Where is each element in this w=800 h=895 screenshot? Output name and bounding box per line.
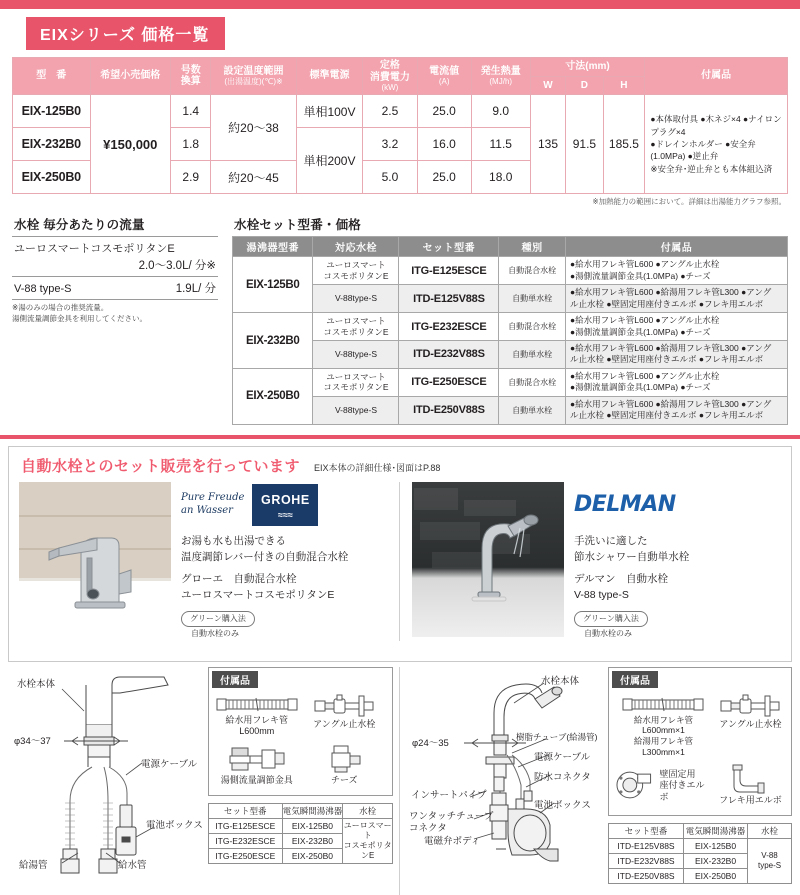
faucet-set-block xyxy=(232,215,788,425)
promo-title: 自動水栓とのセット販売を行っています xyxy=(21,457,301,475)
label-resin-tube: 樹脂チューブ(給湯管) xyxy=(516,731,598,742)
cell-set-model: ITD-E250V88S xyxy=(609,868,684,883)
cell-heater-model: EIX-250B0 xyxy=(233,368,313,424)
cell-type: 自動単水栓 xyxy=(499,341,566,369)
col-watt-line2: 消費電力 xyxy=(369,71,410,83)
cell-dim-h: 185.5 xyxy=(603,95,645,194)
grohe-logo xyxy=(252,484,318,526)
accessory-caption-1: アングル止水栓 xyxy=(313,718,376,729)
label-battery-box: 電池ボックス xyxy=(534,799,591,811)
cell-heater-model: EIX-125B0 xyxy=(233,257,313,313)
faucet-line1: ユーロスマート xyxy=(326,371,386,382)
cell-heater-model: EIX-232B0 xyxy=(233,313,313,369)
col-power: 標準電源 xyxy=(296,58,363,95)
label-diameter: φ24～35 xyxy=(412,737,449,749)
acc-line1: ●給水用フレキ管L600 ●給湯用フレキ管L300 ●アング xyxy=(569,398,772,409)
col-set-model: セット型番 xyxy=(399,237,499,257)
grohe-green-badge-wrap xyxy=(181,611,389,641)
col-gou-line1: 号数 xyxy=(180,64,201,76)
col-temp-line1: 設定温度範囲 xyxy=(223,65,284,77)
col-temp-range xyxy=(211,58,296,95)
flow-row xyxy=(12,276,218,300)
accessory-caption-1: 給水用フレキ管 L600mm×1 xyxy=(633,714,694,736)
wave-icon: ≈≈≈ xyxy=(278,510,293,521)
col-dimensions: 寸法(mm) xyxy=(530,58,645,77)
faucet-line2: type-S xyxy=(757,860,782,870)
accessory-item xyxy=(714,691,787,762)
cell-heat: 18.0 xyxy=(471,161,530,194)
accessory-caption-1: チーズ xyxy=(330,775,358,786)
promo-reference: EIX本体の詳細仕様･図面はP.88 xyxy=(314,462,441,473)
col-dim-h: H xyxy=(603,76,645,95)
accessory-item xyxy=(613,761,714,810)
accessory-caption-2: 座付きエルボ xyxy=(659,780,705,802)
delman-name-line1: デルマン 自動水栓 xyxy=(574,573,668,586)
delman-logo: DELMAN xyxy=(574,491,676,517)
price-table xyxy=(12,57,788,194)
flow-footnote xyxy=(12,303,218,324)
col-set-model: セット型番 xyxy=(609,823,684,838)
cell-set-model: ITG-E232ESCE xyxy=(399,313,499,341)
cell-set-model: ITG-E125ESCE xyxy=(399,257,499,285)
label-faucet-body: 水栓本体 xyxy=(541,675,580,687)
grohe-description xyxy=(181,534,389,566)
cell-watt: 2.5 xyxy=(363,95,417,128)
cell-heater: EIX-250B0 xyxy=(684,868,748,883)
label-diameter: φ34～37 xyxy=(14,735,51,747)
col-heat xyxy=(471,58,530,95)
col-set-accessories: 付属品 xyxy=(565,237,787,257)
col-watt-line1: 定格 xyxy=(379,60,400,71)
cell-type: 自動単水栓 xyxy=(499,396,566,424)
cell-set-model: ITD-E250V88S xyxy=(399,396,499,424)
col-watt-line3: (kW) xyxy=(381,83,399,92)
cell-model: EIX-125B0 xyxy=(13,95,91,128)
table-row xyxy=(13,95,788,128)
flex-elbow-icon xyxy=(730,764,770,794)
diagram-delman xyxy=(400,667,792,895)
flow-adjust-fitting-icon xyxy=(226,744,288,774)
cell-type: 自動混合水栓 xyxy=(499,368,566,396)
cell-watt: 3.2 xyxy=(363,128,417,161)
flow-row xyxy=(12,236,218,276)
cell-model: EIX-232B0 xyxy=(13,128,91,161)
accessory-grid xyxy=(609,689,791,811)
grohe-tagline-line1: Pure Freude xyxy=(181,492,245,504)
model-table-header-row xyxy=(209,803,393,818)
accessory-item xyxy=(301,741,389,790)
cell-amp: 25.0 xyxy=(417,95,471,128)
grohe-name-line1: グローエ 自動混合水栓 xyxy=(181,573,297,586)
promo-grohe xyxy=(19,482,400,641)
accessory-line-3: ※安全弁･逆止弁とも本体組込済 xyxy=(650,163,773,174)
cell-watt: 5.0 xyxy=(363,161,417,194)
acc-line2: ル止水栓 ●壁固定用座付きエルボ ●フレキ用エルボ xyxy=(569,298,764,309)
cell-faucet xyxy=(748,838,792,883)
acc-line2: ●湯側流量調節金具(1.0MPa) ●チーズ xyxy=(569,382,711,393)
grohe-text xyxy=(181,482,389,641)
accessory-caption-2: L600mm xyxy=(239,726,275,737)
delman-desc-line1: 手洗いに適した xyxy=(574,534,648,547)
col-watt xyxy=(363,58,417,95)
delman-brand-row xyxy=(574,482,781,528)
cell-set-model: ITG-E125ESCE xyxy=(209,818,283,833)
col-temp-line2: (出湯温度)(℃)※ xyxy=(224,77,283,87)
angle-stop-valve-icon xyxy=(313,694,375,718)
label-faucet-body: 水栓本体 xyxy=(17,678,56,690)
cell-heater: EIX-232B0 xyxy=(684,853,748,868)
grohe-logo-text: GROHE xyxy=(261,492,310,507)
col-heater: 電気瞬間湯沸器 xyxy=(684,823,748,838)
faucet-line2: コスモポリタンE xyxy=(323,270,389,281)
accessory-item xyxy=(213,741,301,790)
cell-accessories xyxy=(565,257,787,285)
accessory-box-title: 付属品 xyxy=(612,671,658,688)
grohe-model-table xyxy=(208,803,393,864)
col-amp xyxy=(417,58,471,95)
cell-model: EIX-250B0 xyxy=(13,161,91,194)
cell-heater: EIX-232B0 xyxy=(282,833,343,848)
table-row xyxy=(233,396,788,424)
grohe-product-name xyxy=(181,572,389,604)
cell-heat: 9.0 xyxy=(471,95,530,128)
grohe-tagline xyxy=(181,492,244,517)
cell-accessories xyxy=(565,368,787,396)
cell-faucet xyxy=(313,313,399,341)
flex-hose-icon xyxy=(216,694,298,714)
cell-faucet xyxy=(313,257,399,285)
accessory-caption-1: アングル止水栓 xyxy=(719,718,782,729)
acc-line2: ル止水栓 ●壁固定用座付きエルボ ●フレキ用エルボ xyxy=(569,410,764,421)
acc-line1: ●給水用フレキ管L600 ●アングル止水栓 xyxy=(569,259,720,270)
cell-accessories xyxy=(565,313,787,341)
acc-line2: ル止水栓 ●壁固定用座付きエルボ ●フレキ用エルボ xyxy=(569,354,764,365)
cell-faucet xyxy=(343,818,393,863)
delman-model-table xyxy=(608,823,792,884)
wall-mount-elbow-icon xyxy=(614,770,654,800)
delman-diagram-figure xyxy=(408,667,608,895)
col-heat-line2: (MJ/h) xyxy=(489,77,513,87)
cell-heat: 11.5 xyxy=(471,128,530,161)
flex-hose-icon xyxy=(622,694,704,714)
cell-amp: 16.0 xyxy=(417,128,471,161)
label-power-cable: 電源ケーブル xyxy=(141,758,198,770)
grohe-desc-line1: お湯も水も出湯できる xyxy=(181,534,286,547)
acc-line1: ●給水用フレキ管L600 ●アングル止水栓 xyxy=(569,370,720,381)
flow-rate-table xyxy=(12,236,218,300)
col-gou xyxy=(171,58,211,95)
flow-footnote-line2: 湯側流量調節金具を利用してください。 xyxy=(12,313,147,323)
cell-faucet: V-88type-S xyxy=(313,396,399,424)
col-price: 希望小売価格 xyxy=(90,58,171,95)
cell-faucet xyxy=(313,368,399,396)
label-insert-pipe: インサートパイプ xyxy=(411,789,487,801)
col-gou-line2: 換算 xyxy=(180,76,201,88)
status-badge: グリーン購入法 xyxy=(574,611,648,627)
promo-section xyxy=(8,446,792,662)
acc-line1: ●給水用フレキ管L600 ●給湯用フレキ管L300 ●アング xyxy=(569,343,772,353)
acc-line1: ●給水用フレキ管L600 ●給湯用フレキ管L300 ●アング xyxy=(569,287,772,298)
accessory-box-title: 付属品 xyxy=(212,671,258,688)
label-onetouch-connector-line2: コネクタ xyxy=(409,822,447,834)
promo-delman xyxy=(400,482,781,641)
col-amp-line1: 電流値 xyxy=(429,65,460,77)
cell-faucet: V-88type-S xyxy=(313,341,399,369)
faucet-line2: コスモポリタンE xyxy=(323,326,389,337)
cell-accessories xyxy=(565,341,787,369)
cell-heater: EIX-125B0 xyxy=(282,818,343,833)
acc-line2: ●湯側流量調節金具(1.0MPa) ●チーズ xyxy=(569,270,711,281)
col-heater: 電気瞬間湯沸器 xyxy=(282,803,343,818)
flow-value: 2.0～3.0L/ 分※ xyxy=(138,260,216,273)
cell-dim-w: 135 xyxy=(530,95,566,194)
accessory-caption-1: 壁固定用 xyxy=(659,769,696,780)
cell-price: ¥150,000 xyxy=(90,95,171,194)
faucet-line1: ユーロスマート xyxy=(326,315,386,326)
cell-heater: EIX-125B0 xyxy=(684,838,748,853)
faucet-line2: コスモポリタンE xyxy=(323,382,389,393)
table-row xyxy=(209,818,393,833)
table-row xyxy=(609,838,792,853)
label-waterproof-connector: 防水コネクタ xyxy=(534,771,591,783)
label-battery-box: 電池ボックス xyxy=(146,819,203,831)
cell-accessories xyxy=(565,396,787,424)
cell-gou: 1.4 xyxy=(171,95,211,128)
faucet-set-table xyxy=(232,236,788,425)
cell-set-model: ITG-E250ESCE xyxy=(209,848,283,863)
grohe-faucet-photo xyxy=(19,482,171,637)
delman-green-sub: 自動水栓のみ xyxy=(584,629,632,639)
cell-heater: EIX-250B0 xyxy=(282,848,343,863)
flow-value: 1.9L/ 分 xyxy=(175,283,216,296)
cell-set-model: ITD-E232V88S xyxy=(399,341,499,369)
cell-type: 自動混合水栓 xyxy=(499,257,566,285)
promo-body xyxy=(19,482,781,641)
col-set-model: セット型番 xyxy=(209,803,283,818)
accessory-line-1: ●本体取付具 ●木ネジ×4 ●ナイロンプラグ×4 xyxy=(650,114,782,137)
grohe-side-column xyxy=(208,667,393,895)
delman-green-badge-wrap xyxy=(574,611,781,641)
accessory-item xyxy=(714,761,787,810)
grohe-tagline-line2: an Wasser xyxy=(181,504,233,516)
faucet-line1: ユーロスマート xyxy=(343,820,392,840)
price-table-footnote: ※加熱能力の範囲において。詳細は出湯能力グラフ参照。 xyxy=(592,197,786,207)
grohe-diagram-figure xyxy=(8,667,208,895)
accessory-caption-2: 給湯用フレキ管 L300mm×1 xyxy=(633,736,694,757)
grohe-desc-line2: 温度調節レバー付きの自動混合水栓 xyxy=(181,550,349,563)
accessory-caption-1: フレキ用エルボ xyxy=(719,795,782,806)
faucet-line2: コスモポリタンE xyxy=(343,840,392,860)
cell-faucet: V-88type-S xyxy=(313,285,399,313)
delman-product-name xyxy=(574,572,781,604)
faucet-set-title: 水栓セット型番・価格 xyxy=(234,218,362,233)
flow-name: ユーロスマートコスモポリタンE xyxy=(14,243,175,256)
flow-name: V-88 type-S xyxy=(14,283,72,296)
cell-gou: 1.8 xyxy=(171,128,211,161)
col-dim-w: W xyxy=(530,76,566,95)
label-power-cable: 電源ケーブル xyxy=(534,751,591,763)
cell-set-model: ITG-E232ESCE xyxy=(209,833,283,848)
angle-stop-valve-icon xyxy=(719,694,781,718)
col-heat-line1: 発生熱量 xyxy=(480,65,521,77)
accessory-item xyxy=(213,691,301,742)
price-list-section xyxy=(0,9,800,207)
col-model: 型 番 xyxy=(13,58,91,95)
col-faucet: 水栓 xyxy=(748,823,792,838)
cell-type: 自動混合水栓 xyxy=(499,313,566,341)
flow-footnote-line1: ※湯のみの場合の推奨流量。 xyxy=(12,303,109,313)
table-row xyxy=(233,368,788,396)
col-amp-line2: (A) xyxy=(438,77,450,87)
promo-header xyxy=(21,455,781,476)
delman-side-column xyxy=(608,667,792,895)
grohe-green-sub: 自動水栓のみ xyxy=(191,629,239,639)
flow-and-set-section xyxy=(0,207,800,425)
cell-amp: 25.0 xyxy=(417,161,471,194)
grohe-accessory-box xyxy=(208,667,393,796)
grohe-brand-row xyxy=(181,482,389,528)
cell-accessories xyxy=(645,95,788,194)
cell-power: 単相100V xyxy=(296,95,363,128)
tee-joint-icon xyxy=(324,744,364,774)
model-table-header-row xyxy=(609,823,792,838)
delman-description xyxy=(574,534,781,566)
cell-set-model: ITD-E125V88S xyxy=(399,285,499,313)
accessory-line-2: ●ドレインホルダー ●安全弁(1.0MPa) ●逆止弁 xyxy=(650,139,756,162)
cell-gou: 2.9 xyxy=(171,161,211,194)
delman-desc-line2: 節水シャワー自動単水栓 xyxy=(574,550,690,563)
page-title: EIXシリーズ 価格一覧 xyxy=(26,17,225,50)
faucet-line1: V-88 xyxy=(761,850,778,860)
table-row xyxy=(233,341,788,369)
label-onetouch-connector-line1: ワンタッチチューブ xyxy=(409,810,494,822)
cell-set-model: ITD-E232V88S xyxy=(609,853,684,868)
table-row xyxy=(233,313,788,341)
price-table-header-row xyxy=(13,58,788,77)
acc-line1: ●給水用フレキ管L600 ●アングル止水栓 xyxy=(569,315,720,326)
accessory-item xyxy=(301,691,389,742)
status-badge: グリーン購入法 xyxy=(181,611,255,627)
delman-accessory-box xyxy=(608,667,792,816)
faucet-set-header-row xyxy=(233,237,788,257)
cell-power: 単相200V xyxy=(296,128,363,194)
col-heater-model: 湯沸器型番 xyxy=(233,237,313,257)
faucet-line1: ユーロスマート xyxy=(326,260,386,271)
label-solenoid-valve-body: 電磁弁ボディ xyxy=(424,835,481,847)
accessory-grid xyxy=(209,689,392,791)
col-dim-d: D xyxy=(566,76,603,95)
label-cold-water-pipe: 給水管 xyxy=(118,859,147,871)
accessory-caption-1: 給水用フレキ管 xyxy=(225,714,289,725)
delman-faucet-photo xyxy=(412,482,564,637)
table-row xyxy=(233,257,788,285)
flow-rate-title: 水栓 毎分あたりの流量 xyxy=(14,218,145,233)
col-type: 種別 xyxy=(499,237,566,257)
accessory-item xyxy=(613,691,714,762)
cell-set-model: ITD-E125V88S xyxy=(609,838,684,853)
delman-name-line2: V-88 type-S xyxy=(574,589,629,602)
accessory-caption-1: 湯側流量調節金具 xyxy=(220,775,293,786)
cell-accessories xyxy=(565,285,787,313)
section-divider xyxy=(0,435,800,439)
cell-type: 自動単水栓 xyxy=(499,285,566,313)
diagram-grohe xyxy=(8,667,400,895)
diagram-section xyxy=(8,667,792,895)
acc-line2: ●湯側流量調節金具(1.0MPa) ●チーズ xyxy=(569,326,711,337)
top-accent-bar xyxy=(0,0,800,9)
cell-temp: 約20～38 xyxy=(211,95,296,161)
table-row xyxy=(233,285,788,313)
cell-set-model: ITG-E250ESCE xyxy=(399,368,499,396)
col-compatible-faucet: 対応水栓 xyxy=(313,237,399,257)
col-accessories: 付属品 xyxy=(645,58,788,95)
delman-text xyxy=(574,482,781,641)
col-faucet: 水栓 xyxy=(343,803,393,818)
cell-dim-d: 91.5 xyxy=(566,95,603,194)
grohe-name-line2: ユーロスマートコスモポリタンE xyxy=(181,589,335,602)
flow-rate-block xyxy=(12,215,218,425)
label-hot-water-pipe: 給湯管 xyxy=(19,859,48,871)
cell-temp: 約20～45 xyxy=(211,161,296,194)
